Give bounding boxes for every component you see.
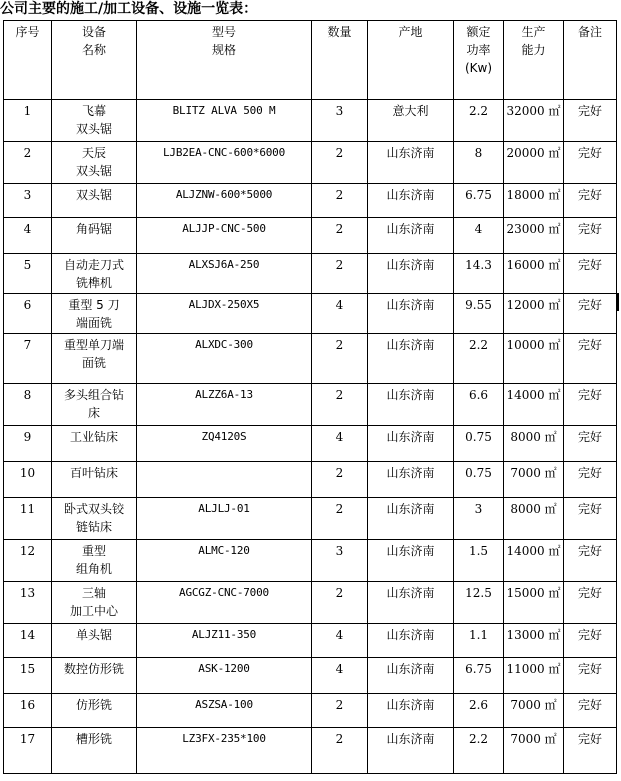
cell-model: ALXSJ6A-250 — [137, 254, 312, 294]
header-row — [4, 21, 617, 100]
cell-origin: 意大利 — [368, 100, 454, 142]
header-power: 额定 功率 (Kw) — [454, 21, 504, 100]
cell-seq: 15 — [4, 658, 52, 694]
cell-origin: 山东济南 — [368, 426, 454, 462]
header-remark: 备注 — [564, 21, 617, 100]
cell-power: 0.75 — [454, 462, 504, 498]
cell-remark: 完好 — [564, 334, 617, 384]
header-qty: 数量 — [312, 21, 368, 100]
cell-seq: 8 — [4, 384, 52, 426]
cell-remark: 完好 — [564, 694, 617, 728]
cell-seq: 7 — [4, 334, 52, 384]
cell-remark: 完好 — [564, 254, 617, 294]
table-row — [4, 498, 617, 540]
cell-capacity: 13000 ㎡ — [504, 624, 564, 658]
equipment-table — [3, 20, 617, 774]
cell-name: 三轴 加工中心 — [52, 582, 137, 624]
cell-origin: 山东济南 — [368, 334, 454, 384]
cell-qty: 3 — [312, 540, 368, 582]
cell-name: 双头锯 — [52, 184, 137, 218]
cell-model: ALJLJ-01 — [137, 498, 312, 540]
cell-seq: 6 — [4, 294, 52, 334]
table-row — [4, 624, 617, 658]
cell-seq: 5 — [4, 254, 52, 294]
cell-qty: 2 — [312, 462, 368, 498]
cell-qty: 4 — [312, 294, 368, 334]
cell-origin: 山东济南 — [368, 384, 454, 426]
cell-model: ALJJP-CNC-500 — [137, 218, 312, 254]
table-row — [4, 426, 617, 462]
cell-name: 数控仿形铣 — [52, 658, 137, 694]
cell-remark: 完好 — [564, 142, 617, 184]
table-row — [4, 694, 617, 728]
cell-seq: 2 — [4, 142, 52, 184]
cell-qty: 2 — [312, 184, 368, 218]
table-row — [4, 218, 617, 254]
cell-model: AGCGZ-CNC-7000 — [137, 582, 312, 624]
cell-model: LZ3FX-235*100 — [137, 728, 312, 774]
cell-origin: 山东济南 — [368, 294, 454, 334]
cell-origin: 山东济南 — [368, 540, 454, 582]
cell-origin: 山东济南 — [368, 582, 454, 624]
cell-remark: 完好 — [564, 426, 617, 462]
cell-power: 2.2 — [454, 100, 504, 142]
cell-capacity: 20000 ㎡ — [504, 142, 564, 184]
cell-name: 单头锯 — [52, 624, 137, 658]
cell-seq: 12 — [4, 540, 52, 582]
cell-capacity: 32000 ㎡ — [504, 100, 564, 142]
cell-origin: 山东济南 — [368, 142, 454, 184]
cell-capacity: 7000 ㎡ — [504, 462, 564, 498]
cell-remark: 完好 — [564, 540, 617, 582]
cell-capacity: 14000 ㎡ — [504, 540, 564, 582]
cell-origin: 山东济南 — [368, 624, 454, 658]
cell-power: 4 — [454, 218, 504, 254]
cell-qty: 4 — [312, 426, 368, 462]
cell-qty: 4 — [312, 658, 368, 694]
cell-remark: 完好 — [564, 462, 617, 498]
table-row — [4, 294, 617, 334]
cell-name: 天辰 双头锯 — [52, 142, 137, 184]
cell-origin: 山东济南 — [368, 728, 454, 774]
cell-qty: 2 — [312, 254, 368, 294]
cell-remark: 完好 — [564, 624, 617, 658]
cell-origin: 山东济南 — [368, 694, 454, 728]
cell-power: 1.5 — [454, 540, 504, 582]
cell-capacity: 8000 ㎡ — [504, 498, 564, 540]
cell-origin: 山东济南 — [368, 218, 454, 254]
cell-power: 14.3 — [454, 254, 504, 294]
cell-model: ALJZNW-600*5000 — [137, 184, 312, 218]
cell-seq: 13 — [4, 582, 52, 624]
cell-name: 飞幕 双头锯 — [52, 100, 137, 142]
cell-origin: 山东济南 — [368, 254, 454, 294]
cell-model: BLITZ ALVA 500 M — [137, 100, 312, 142]
cell-seq: 16 — [4, 694, 52, 728]
table-row — [4, 100, 617, 142]
cell-model: ZQ4120S — [137, 426, 312, 462]
cell-model: ALJZ11-350 — [137, 624, 312, 658]
table-row — [4, 540, 617, 582]
cell-power: 3 — [454, 498, 504, 540]
cell-power: 6.75 — [454, 658, 504, 694]
cell-capacity: 7000 ㎡ — [504, 694, 564, 728]
cell-name: 卧式双头铰 链钻床 — [52, 498, 137, 540]
cell-model: ASZSA-100 — [137, 694, 312, 728]
cell-model: ASK-1200 — [137, 658, 312, 694]
cell-qty: 2 — [312, 498, 368, 540]
cell-qty: 2 — [312, 728, 368, 774]
table-row — [4, 462, 617, 498]
cell-power: 9.55 — [454, 294, 504, 334]
table-row — [4, 582, 617, 624]
cell-name: 重型单刀端 面铣 — [52, 334, 137, 384]
cell-remark: 完好 — [564, 294, 617, 334]
cell-qty: 2 — [312, 384, 368, 426]
cell-name: 百叶钻床 — [52, 462, 137, 498]
table-row — [4, 184, 617, 218]
cell-qty: 2 — [312, 582, 368, 624]
cell-qty: 4 — [312, 624, 368, 658]
cell-seq: 11 — [4, 498, 52, 540]
cell-seq: 3 — [4, 184, 52, 218]
header-model: 型号 规格 — [137, 21, 312, 100]
cell-seq: 1 — [4, 100, 52, 142]
cell-qty: 2 — [312, 142, 368, 184]
cell-capacity: 23000 ㎡ — [504, 218, 564, 254]
cell-name: 多头组合钻 床 — [52, 384, 137, 426]
cell-model: ALJDX-250X5 — [137, 294, 312, 334]
edge-mark — [617, 293, 619, 311]
cell-capacity: 11000 ㎡ — [504, 658, 564, 694]
cell-power: 0.75 — [454, 426, 504, 462]
cell-capacity: 12000 ㎡ — [504, 294, 564, 334]
cell-remark: 完好 — [564, 100, 617, 142]
cell-power: 1.1 — [454, 624, 504, 658]
cell-power: 2.2 — [454, 728, 504, 774]
table-row — [4, 658, 617, 694]
cell-seq: 14 — [4, 624, 52, 658]
header-name: 设备 名称 — [52, 21, 137, 100]
header-capacity: 生产 能力 — [504, 21, 564, 100]
cell-name: 角码锯 — [52, 218, 137, 254]
cell-name: 重型 5 刀 端面铣 — [52, 294, 137, 334]
cell-seq: 9 — [4, 426, 52, 462]
cell-seq: 4 — [4, 218, 52, 254]
cell-capacity: 15000 ㎡ — [504, 582, 564, 624]
cell-seq: 17 — [4, 728, 52, 774]
cell-name: 自动走刀式 铣榫机 — [52, 254, 137, 294]
cell-capacity: 10000 ㎡ — [504, 334, 564, 384]
cell-remark: 完好 — [564, 728, 617, 774]
cell-capacity: 8000 ㎡ — [504, 426, 564, 462]
cell-origin: 山东济南 — [368, 462, 454, 498]
cell-remark: 完好 — [564, 658, 617, 694]
cell-capacity: 18000 ㎡ — [504, 184, 564, 218]
cell-origin: 山东济南 — [368, 658, 454, 694]
cell-name: 仿形铣 — [52, 694, 137, 728]
header-origin: 产地 — [368, 21, 454, 100]
cell-power: 8 — [454, 142, 504, 184]
cell-remark: 完好 — [564, 184, 617, 218]
table-row — [4, 142, 617, 184]
cell-power: 12.5 — [454, 582, 504, 624]
cell-model: ALMC-120 — [137, 540, 312, 582]
cell-remark: 完好 — [564, 384, 617, 426]
cell-remark: 完好 — [564, 498, 617, 540]
cell-power: 2.6 — [454, 694, 504, 728]
cell-power: 2.2 — [454, 334, 504, 384]
cell-capacity: 16000 ㎡ — [504, 254, 564, 294]
cell-model: ALZZ6A-13 — [137, 384, 312, 426]
cell-model — [137, 462, 312, 498]
cell-name: 工业钻床 — [52, 426, 137, 462]
cell-qty: 2 — [312, 334, 368, 384]
cell-seq: 10 — [4, 462, 52, 498]
cell-remark: 完好 — [564, 218, 617, 254]
cell-qty: 2 — [312, 218, 368, 254]
cell-capacity: 14000 ㎡ — [504, 384, 564, 426]
cell-origin: 山东济南 — [368, 498, 454, 540]
cell-remark: 完好 — [564, 582, 617, 624]
cell-name: 重型 组角机 — [52, 540, 137, 582]
cell-power: 6.6 — [454, 384, 504, 426]
table-row — [4, 334, 617, 384]
cell-power: 6.75 — [454, 184, 504, 218]
cell-origin: 山东济南 — [368, 184, 454, 218]
document-title: 公司主要的施工/加工设备、设施一览表： — [0, 1, 258, 17]
table-row — [4, 254, 617, 294]
cell-model: ALXDC-300 — [137, 334, 312, 384]
header-seq: 序号 — [4, 21, 52, 100]
table-row — [4, 728, 617, 774]
cell-name: 槽形铣 — [52, 728, 137, 774]
table-row — [4, 384, 617, 426]
cell-model: LJB2EA-CNC-600*6000 — [137, 142, 312, 184]
cell-capacity: 7000 ㎡ — [504, 728, 564, 774]
cell-qty: 3 — [312, 100, 368, 142]
cell-qty: 2 — [312, 694, 368, 728]
